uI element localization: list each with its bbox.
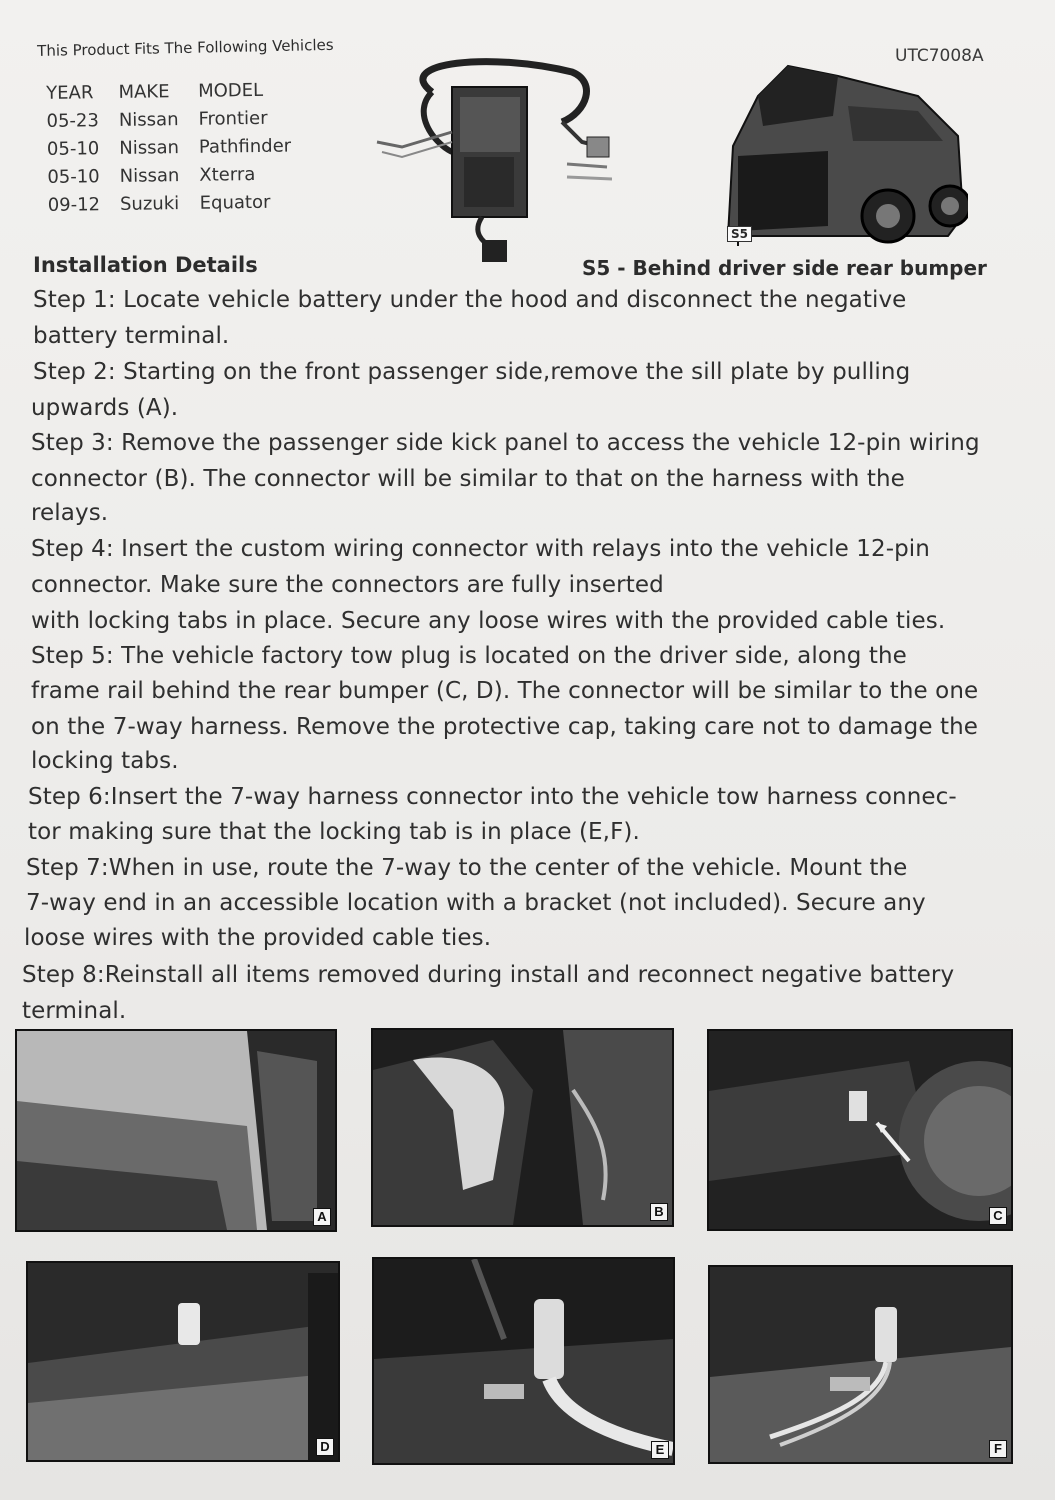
step-4-line: connector. Make sure the connectors are fully inserted xyxy=(31,572,664,598)
cell-year: 05-10 xyxy=(47,165,100,188)
cell-year: 09-12 xyxy=(47,193,101,216)
step-6-line: tor making sure that the locking tab is in place (E,F). xyxy=(28,819,640,845)
photo-f-connected-harness xyxy=(708,1265,1013,1464)
photo-label-d: D xyxy=(316,1438,334,1456)
table-row xyxy=(40,104,305,136)
cell-model: Equator xyxy=(199,191,271,214)
table-row xyxy=(41,132,306,164)
cell-make: Suzuki xyxy=(119,192,180,215)
step-5-line: locking tabs. xyxy=(31,748,179,774)
step-8-line: terminal. xyxy=(22,998,127,1024)
cell-make: Nissan xyxy=(119,136,180,159)
step-4-line: with locking tabs in place. Secure any loose wires with the provided cable ties. xyxy=(31,608,946,634)
column-header-make: MAKE xyxy=(118,80,170,103)
step-5-line: on the 7-way harness. Remove the protective cap, taking care not to damage the xyxy=(31,714,979,740)
cell-model: Pathfinder xyxy=(198,135,292,158)
table-header-row xyxy=(40,76,305,108)
step-6-line: Step 6:Insert the 7-way harness connector into the vehicle tow harness connec- xyxy=(28,784,957,810)
step-8-line: Step 8:Reinstall all items removed during install and reconnect negative battery xyxy=(22,962,955,988)
step-7-line: 7-way end in an accessible location with a bracket (not included). Secure any xyxy=(26,890,926,916)
photo-c-frame-rail xyxy=(707,1029,1013,1231)
fits-title: This Product Fits The Following Vehicles xyxy=(37,35,334,60)
table-row xyxy=(42,188,307,220)
model-code: UTC7008A xyxy=(895,46,984,66)
s5-location-caption: S5 - Behind driver side rear bumper xyxy=(582,256,987,280)
photo-e-harness-connector xyxy=(372,1257,675,1465)
step-2-line: Step 2: Starting on the front passenger side,remove the sill plate by pulling xyxy=(33,359,911,385)
step-5-line: frame rail behind the rear bumper (C, D). The connector will be similar to the one xyxy=(31,678,979,704)
cell-model: Xterra xyxy=(199,163,256,186)
wiring-harness-illustration xyxy=(372,52,612,267)
installation-title: Installation Details xyxy=(33,253,258,277)
step-5-line: Step 5: The vehicle factory tow plug is located on the driver side, along the xyxy=(31,643,907,669)
step-1-line: Step 1: Locate vehicle battery under the hood and disconnect the negative xyxy=(33,287,907,313)
table-row xyxy=(41,160,306,192)
column-header-model: MODEL xyxy=(198,79,264,102)
cell-model: Frontier xyxy=(198,107,268,130)
photo-d-tow-plug xyxy=(26,1261,340,1462)
cell-make: Nissan xyxy=(119,164,180,187)
photo-label-b: B xyxy=(650,1203,668,1221)
photo-label-a: A xyxy=(313,1208,331,1226)
cell-year: 05-23 xyxy=(46,109,100,132)
step-7-line: Step 7:When in use, route the 7-way to the center of the vehicle. Mount the xyxy=(26,855,908,881)
photo-label-c: C xyxy=(989,1207,1007,1225)
cell-year: 05-10 xyxy=(46,137,100,160)
step-3-line: relays. xyxy=(31,500,109,526)
step-3-line: Step 3: Remove the passenger side kick panel to access the vehicle 12-pin wiring xyxy=(31,430,980,456)
photo-label-e: E xyxy=(651,1441,669,1459)
step-3-line: connector (B). The connector will be similar to that on the harness with the xyxy=(31,466,905,492)
vehicle-rear-illustration xyxy=(718,56,968,246)
cell-make: Nissan xyxy=(118,108,179,131)
step-4-line: Step 4: Insert the custom wiring connector with relays into the vehicle 12-pin xyxy=(31,536,930,562)
column-header-year: YEAR xyxy=(46,81,94,104)
step-7-line: loose wires with the provided cable ties. xyxy=(24,925,492,951)
s5-location-tag: S5 xyxy=(727,226,752,242)
vehicle-fit-table xyxy=(40,76,306,220)
photo-b-kick-panel xyxy=(371,1028,674,1227)
step-1-line: battery terminal. xyxy=(33,323,230,349)
photo-label-f: F xyxy=(989,1440,1007,1458)
step-2-line: upwards (A). xyxy=(31,395,179,421)
photo-a-sill-plate xyxy=(15,1029,337,1232)
